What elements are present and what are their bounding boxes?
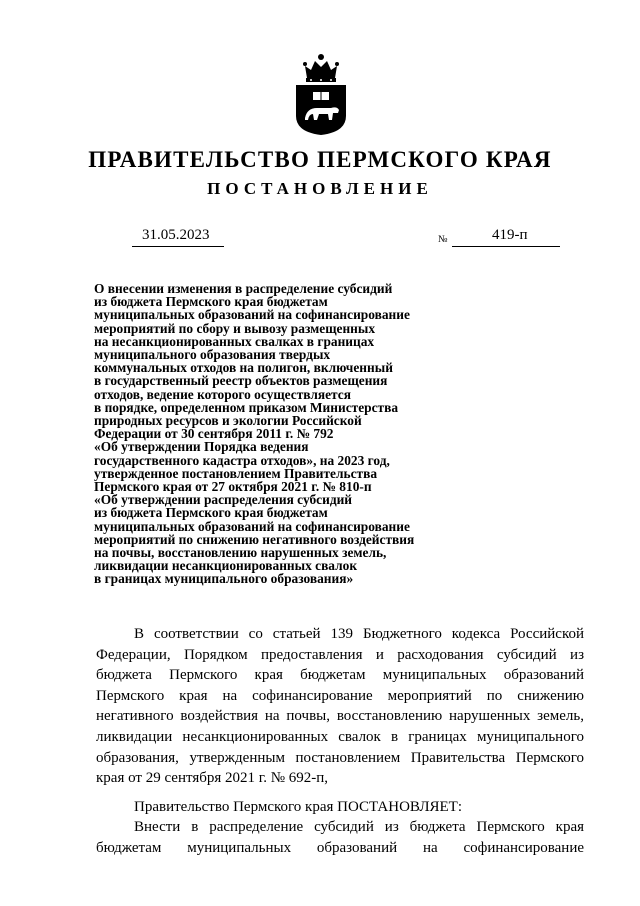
document-subject bbox=[94, 282, 474, 586]
subject-line: Пермского края от 27 октября 2021 г. № 810-п bbox=[94, 479, 372, 495]
subject-line: в границах муниципального образования» bbox=[94, 571, 354, 587]
subject-line: государственного кадастра отходов», на 2023 год, bbox=[94, 452, 390, 468]
body-paragraph: В соответствии со статьей 139 Бюджетного кодекса Российской Федерации, Порядком предоставления и расходования субсидий из бюджета Пермского края бюджетам муниципальных образований Пермского края на софинансирование мероприятий по снижению негативного воздействия на почвы, восстановлению нарушенных земель, ликвидации несанкционированных свалок в границах муниципального образования, утвержденным постановлением Правительства Пермского края от 29 сентября 2021 г. № 692-п, bbox=[96, 626, 584, 787]
document-number: 419-п bbox=[492, 227, 528, 243]
subject-line: из бюджета Пермского края бюджетам bbox=[94, 294, 328, 310]
subject-line: на несанкционированных свалках в границах bbox=[94, 333, 375, 349]
perm-krai-coat-of-arms-icon bbox=[291, 52, 351, 136]
subject-line: «Об утверждении распределения субсидий bbox=[94, 492, 353, 508]
subject-line: муниципальных образований на софинансирование bbox=[94, 518, 410, 534]
subject-line: О внесении изменения в распределение субсидий bbox=[94, 281, 393, 296]
body-paragraph: Правительство Пермского края ПОСТАНОВЛЯЕТ: bbox=[134, 798, 463, 815]
document-body bbox=[96, 624, 584, 859]
subject-line: «Об утверждении Порядка ведения bbox=[94, 439, 309, 455]
subject-line: природных ресурсов и экологии Российской bbox=[94, 413, 362, 429]
subject-line: ликвидации несанкционированных свалок bbox=[94, 558, 358, 574]
subject-line: из бюджета Пермского края бюджетам bbox=[94, 505, 328, 521]
body-paragraph: Внести в распределение субсидий из бюджета Пермского края бюджетам муниципальных образований на софинансирование bbox=[96, 819, 584, 856]
document-date-field bbox=[132, 226, 224, 247]
document-type: ПОСТАНОВЛЕНИЕ bbox=[207, 179, 433, 198]
subject-line: муниципальных образований на софинансирование bbox=[94, 307, 410, 323]
government-title: ПРАВИТЕЛЬСТВО ПЕРМСКОГО КРАЯ bbox=[88, 147, 552, 172]
subject-line: в порядке, определенном приказом Министерства bbox=[94, 399, 399, 415]
number-sign: № bbox=[438, 234, 448, 245]
subject-line: коммунальных отходов на полигон, включенный bbox=[94, 360, 393, 376]
subject-line: муниципального образования твердых bbox=[94, 347, 331, 363]
subject-line: в государственный реестр объектов размещения bbox=[94, 373, 388, 389]
subject-line: Федерации от 30 сентября 2011 г. № 792 bbox=[94, 426, 334, 442]
subject-line: на почвы, восстановлению нарушенных земель, bbox=[94, 545, 387, 561]
subject-line: утвержденное постановлением Правительства bbox=[94, 465, 378, 481]
document-date: 31.05.2023 bbox=[142, 227, 210, 243]
document-number-field bbox=[452, 226, 560, 247]
subject-line: мероприятий по сбору и вывозу размещенных bbox=[94, 320, 376, 336]
subject-line: отходов, ведение которого осуществляется bbox=[94, 386, 351, 402]
subject-line: мероприятий по снижению негативного воздействия bbox=[94, 531, 415, 547]
